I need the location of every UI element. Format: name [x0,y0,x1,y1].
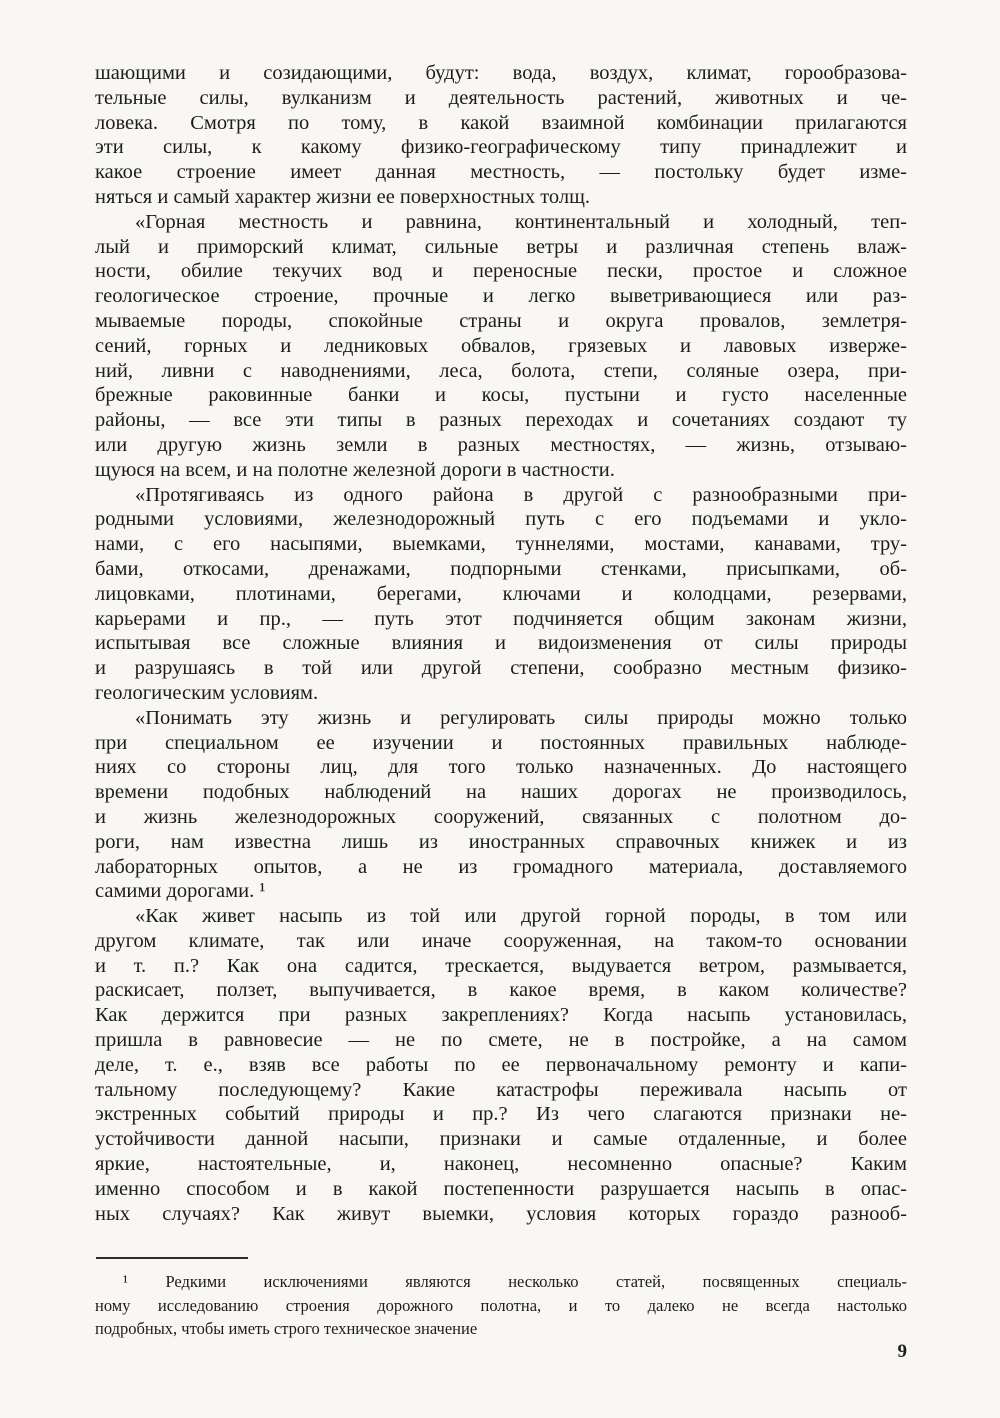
paragraph [95,483,907,706]
footnote-line: ¹ Редкими исключениями являются несколько статей, посвященных специаль- [123,1272,907,1291]
page-number: 9 [897,1341,907,1362]
text-line: устойчивости данной насыпи, признаки и самые отдаленные, и более [95,1128,907,1151]
text-line: эти силы, к какому физико-географическому типу принадлежит и [95,136,907,159]
footnote-divider [96,1257,248,1259]
text-line: роги, нам известна лишь из иностранных справочных книжек и из [95,830,907,853]
text-line: ний, ливни с наводнениями, леса, болота, степи, соляные озера, при- [95,359,907,382]
text-line: испытывая все сложные влияния и видоизменения от силы природы [95,632,907,655]
text-line: тальному последующему? Какие катастрофы переживала насыпь от [95,1078,907,1101]
text-line: лицовками, плотинами, берегами, ключами и колодцами, резервами, [95,582,907,605]
text-line: или другую жизнь земли в разных местностях, — жизнь, отзываю- [95,433,907,456]
text-line: ловека. Смотря по тому, в какой взаимной комбинации прилагаются [95,111,907,134]
paragraph [95,904,907,1226]
paragraph [95,210,907,483]
text-line: деле, т. е., взяв все работы по ее первоначальному ремонту и капи- [95,1053,907,1076]
text-line: экстренных событий природы и пр.? Из чего слагаются признаки не- [95,1103,907,1126]
footnote-line: подробных, чтобы иметь строго техническое значение [95,1319,478,1338]
text-line: Как держится при разных закреплениях? Когда насыпь установилась, [95,1004,907,1027]
text-line: щуюся на всем, и на полотне железной дороги в частности. [95,458,615,481]
text-line: какое строение имеет данная местность, — постольку будет изме- [95,161,907,184]
footnote-line: ному исследованию строения дорожного полотна, и то далеко не всегда настолько [95,1295,907,1315]
text-line: именно способом и в какой постепенности разрушается насыпь в опас- [95,1177,907,1200]
text-line: шающими и созидающими, будут: вода, воздух, климат, горообразова- [95,62,907,84]
text-line: другом климате, так или иначе сооруженная, на таком-то основании [95,929,907,952]
paragraph [95,706,907,904]
text-line: бами, откосами, дренажами, подпорными стенками, присыпками, об- [95,557,907,580]
text-line: нами, с его насыпями, выемками, туннелями, мостами, канавами, тру- [95,533,907,556]
text-line: ности, обилие текучих вод и переносные пески, простое и сложное [95,260,907,283]
text-line: раскисает, ползет, выпучивается, в какое время, в каком количестве? [95,979,907,1002]
text-line: самими дорогами. ¹ [95,880,266,903]
text-line: пришла в равновесие — не по смете, не в постройке, а на самом [95,1029,907,1052]
text-line: «Протягиваясь из одного района в другой с разнообразными при- [135,483,907,506]
text-line: геологическое строение, прочные и легко выветривающиеся или раз- [95,285,907,308]
text-line: «Понимать эту жизнь и регулировать силы природы можно только [135,706,907,729]
paragraph [95,61,907,210]
text-line: и т. п.? Как она садится, трескается, выдувается ветром, размывается, [95,954,907,977]
text-line: родными условиями, железнодорожный путь с его подъемами и укло- [95,508,907,531]
footnote [95,1270,907,1341]
text-line: няться и самый характер жизни ее поверхностных толщ. [95,185,591,208]
text-line: времени подобных наблюдений на наших дорогах не производилось, [95,781,907,804]
text-line: лабораторных опытов, а не из громадного материала, доставляемого [95,855,907,878]
text-line: мываемые породы, спокойные страны и округа провалов, землетря- [95,309,907,332]
text-line: геологическим условиям. [95,681,319,704]
text-line: тельные силы, вулканизм и деятельность растений, животных и че- [95,86,907,109]
text-line: сений, горных и ледниковых обвалов, грязевых и лавовых изверже- [95,334,907,357]
text-line: «Горная местность и равнина, континентальный и холодный, теп- [135,210,907,233]
text-line: и разрушаясь в той или другой степени, сообразно местным физико- [95,657,907,680]
text-line: и жизнь железнодорожных сооружений, связанных с полотном до- [95,805,907,828]
text-line: брежные раковинные банки и косы, пустыни и густо населенные [95,384,907,407]
body-text [95,61,907,1226]
text-line: карьерами и пр., — путь этот подчиняется общим законам жизни, [95,607,907,630]
text-line: при специальном ее изучении и постоянных правильных наблюде- [95,731,907,754]
text-line: «Как живет насыпь из той или другой горной породы, в том или [135,905,907,928]
text-line: районы, — все эти типы в разных переходах и сочетаниях создают ту [95,409,907,432]
text-line: ниях со стороны лиц, для того только назначенных. До настоящего [95,756,907,779]
text-line: лый и приморский климат, сильные ветры и различная степень влаж- [95,235,907,258]
text-line: ных случаях? Как живут выемки, условия которых гораздо разнооб- [95,1202,907,1225]
text-line: яркие, настоятельные, и, наконец, несомненно опасные? Каким [95,1153,907,1176]
